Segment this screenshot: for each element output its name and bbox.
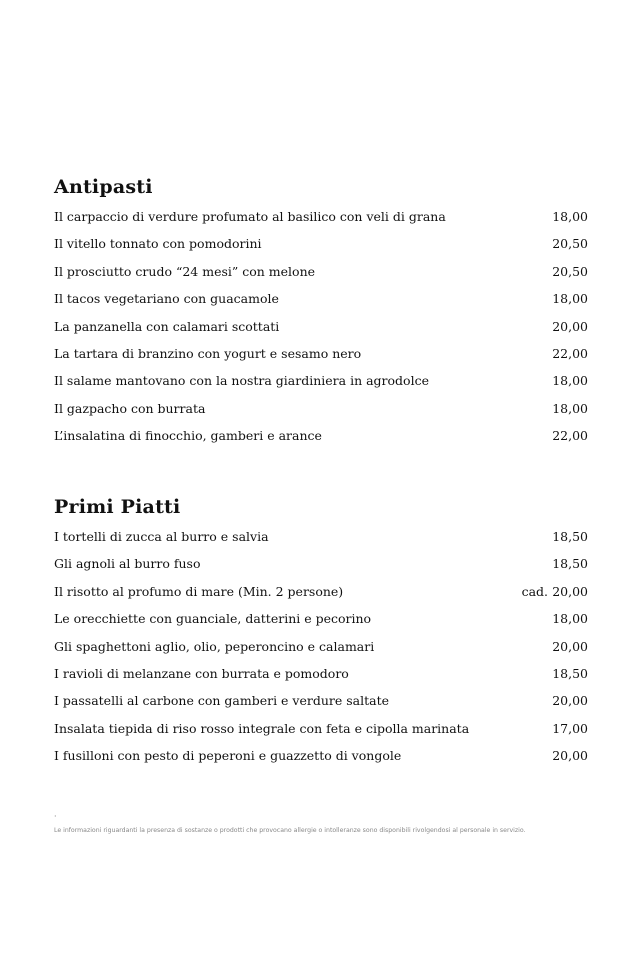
item-price: 20,00	[552, 693, 588, 709]
item-price: 18,00	[552, 291, 588, 307]
menu-item	[54, 232, 588, 259]
item-price: 20,00	[552, 638, 588, 654]
menu-item	[54, 342, 588, 369]
menu-item	[54, 397, 588, 424]
item-name: Il tacos vegetariano con guacamole	[54, 291, 279, 307]
item-name: Insalata tiepida di riso rosso integrale con feta e cipolla marinata	[54, 720, 470, 736]
primi-piatti-section	[54, 495, 588, 772]
menu-item	[54, 635, 588, 662]
antipasti-section	[54, 175, 588, 452]
item-name: La panzanella con calamari scottati	[54, 318, 280, 334]
item-price: 18,50	[552, 665, 588, 681]
item-price: 20,00	[552, 583, 588, 599]
item-price: 20,50	[552, 236, 588, 252]
footer-marker: ·	[54, 812, 57, 821]
item-name: Il prosciutto crudo “24 mesi” con melone	[54, 263, 316, 279]
item-price: 20,00	[552, 748, 588, 764]
menu-item	[54, 424, 588, 451]
primi-piatti-list	[54, 525, 588, 772]
item-price: 18,00	[552, 400, 588, 416]
menu-item	[54, 287, 588, 314]
item-name: L’insalatina di finocchio, gamberi e arance	[54, 428, 322, 444]
antipasti-list	[54, 205, 588, 452]
item-price: 18,00	[552, 611, 588, 627]
menu-item	[54, 205, 588, 232]
item-price: 18,00	[552, 373, 588, 389]
menu-item	[54, 689, 588, 716]
section-title-primi-piatti: Primi Piatti	[54, 496, 181, 518]
item-name: I passatelli al carbone con gamberi e verdure saltate	[54, 693, 390, 709]
item-name: Il risotto al profumo di mare (Min. 2 persone)	[54, 583, 344, 599]
item-price: 17,00	[552, 720, 588, 736]
item-name: Il salame mantovano con la nostra giardiniera in agrodolce	[54, 373, 429, 389]
item-name: I fusilloni con pesto di peperoni e guazzetto di vongole	[54, 748, 402, 764]
item-name: Gli agnoli al burro fuso	[54, 556, 201, 572]
menu-item	[54, 315, 588, 342]
item-price: 20,00	[552, 318, 588, 334]
menu-item	[54, 580, 588, 607]
item-name: Il vitello tonnato con pomodorini	[54, 236, 262, 252]
menu-item	[54, 260, 588, 287]
item-name: Il gazpacho con burrata	[54, 400, 206, 416]
item-name: I ravioli di melanzane con burrata e pomodoro	[54, 665, 349, 681]
allergen-disclaimer: Le informazioni riguardanti la presenza di sostanze o prodotti che provocano allergie o intolleranze sono disponibili rivolgendosi al personale in servizio.	[54, 827, 526, 834]
item-price: 18,50	[552, 556, 588, 572]
item-price: 18,50	[552, 529, 588, 544]
menu-item	[54, 662, 588, 689]
section-title-antipasti: Antipasti	[54, 176, 153, 198]
item-price: 18,00	[552, 209, 588, 224]
item-name: Gli spaghettoni aglio, olio, peperoncino e calamari	[54, 638, 375, 654]
menu-item	[54, 369, 588, 396]
menu-item	[54, 717, 588, 744]
item-name: Le orecchiette con guanciale, datterini e pecorino	[54, 611, 372, 627]
menu-item	[54, 552, 588, 579]
item-name: Il carpaccio di verdure profumato al basilico con veli di grana	[54, 209, 446, 224]
menu-item	[54, 744, 588, 771]
item-price: 22,00	[552, 345, 588, 361]
item-name: La tartara di branzino con yogurt e sesamo nero	[54, 345, 362, 361]
item-name: I tortelli di zucca al burro e salvia	[54, 529, 269, 544]
menu-item	[54, 607, 588, 634]
menu-item	[54, 525, 588, 552]
item-price: 20,50	[552, 263, 588, 279]
item-price: 22,00	[552, 428, 588, 444]
item-price-prefix: cad.	[521, 583, 548, 599]
